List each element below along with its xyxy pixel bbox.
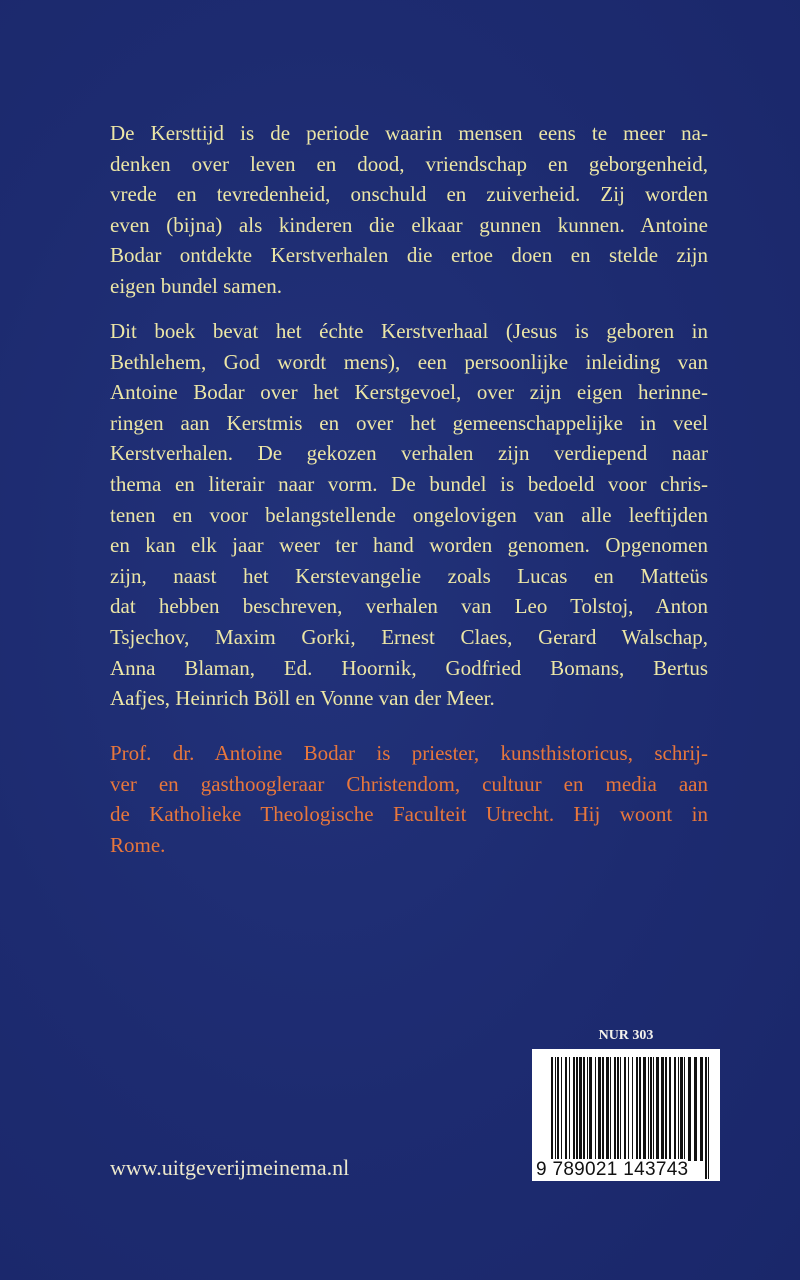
- text-line: en kan elk jaar weer ter hand worden genomen. Opgenomen: [110, 533, 708, 558]
- barcode-bar: [557, 1057, 559, 1161]
- barcode-bar: [617, 1057, 619, 1161]
- barcode-bar: [650, 1057, 652, 1161]
- text-line: Kerstverhalen. De gekozen verhalen zijn verdiepend naar: [110, 441, 708, 466]
- text-line: zijn, naast het Kerstevangelie zoals Lucas en Matteüs: [110, 563, 708, 588]
- barcode-bar: [589, 1057, 592, 1161]
- text-line: Antoine Bodar over het Kerstgevoel, over zijn eigen herinne-: [110, 380, 708, 405]
- barcode-bar: [639, 1057, 641, 1161]
- text-line: tenen en voor belangstellende ongelovigen van alle leeftijden: [110, 502, 708, 527]
- author-bio: [110, 738, 708, 860]
- text-line: Tsjechov, Maxim Gorki, Ernest Claes, Gerard Walschap,: [110, 624, 708, 649]
- text-line: de Katholieke Theologische Faculteit Utrecht. Hij woont in: [110, 802, 708, 827]
- barcode-bar: [579, 1057, 582, 1161]
- barcode-bar: [595, 1057, 596, 1161]
- barcode-bar: [624, 1057, 626, 1161]
- barcode-bar: [680, 1057, 683, 1161]
- barcode-bar: [561, 1057, 562, 1161]
- barcode-bar: [606, 1057, 609, 1161]
- text-line: dat hebben beschreven, verhalen van Leo Tolstoj, Anton: [110, 594, 708, 619]
- text-line: even (bijna) als kinderen die elkaar gunnen kunnen. Antoine: [110, 212, 708, 237]
- barcode-bar: [674, 1057, 676, 1161]
- text-line: De Kersttijd is de periode waarin mensen eens te meer na-: [110, 121, 708, 145]
- barcode-bar: [620, 1057, 621, 1161]
- barcode-bar: [665, 1057, 667, 1161]
- barcode-bar: [569, 1057, 570, 1161]
- publisher-website: www.uitgeverijmeinema.nl: [110, 1155, 350, 1180]
- nur-code: NUR 303: [598, 1028, 654, 1043]
- isbn-barcode: [532, 1049, 720, 1181]
- barcode-bar: [653, 1057, 654, 1161]
- text-line: Dit boek bevat het échte Kerstverhaal (Jesus is geboren in: [110, 319, 708, 343]
- barcode-bar: [610, 1057, 611, 1161]
- blurb-paragraph-2: [110, 316, 708, 714]
- barcode-bar: [705, 1057, 707, 1179]
- barcode-bar: [636, 1057, 638, 1161]
- text-line: thema en literair naar vorm. De bundel is bedoeld voor chris-: [110, 471, 708, 496]
- barcode-bar: [598, 1057, 601, 1161]
- text-line: Rome.: [110, 832, 166, 857]
- text-line: denken over leven en dood, vriendschap en geborgenheid,: [110, 151, 708, 176]
- barcode-bar: [678, 1057, 679, 1161]
- barcode-bar: [694, 1057, 697, 1161]
- text-line: eigen bundel samen.: [110, 273, 283, 298]
- barcode-bar: [576, 1057, 578, 1161]
- text-line: vrede en tevredenheid, onschuld en zuiverheid. Zij worden: [110, 182, 708, 207]
- barcode-bar: [565, 1057, 567, 1161]
- barcode-bar: [708, 1057, 709, 1179]
- barcode-bar: [661, 1057, 664, 1161]
- barcode-bar: [614, 1057, 616, 1161]
- text-line: Bethlehem, God wordt mens), een persoonlijke inleiding van: [110, 349, 708, 374]
- barcode-bar: [573, 1057, 575, 1161]
- text-line: Bodar ontdekte Kerstverhalen die ertoe doen en stelde zijn: [110, 243, 708, 268]
- barcode-bar: [684, 1057, 685, 1161]
- barcode-bar: [643, 1057, 646, 1161]
- barcode-bar: [688, 1057, 691, 1161]
- text-line: Aafjes, Heinrich Böll en Vonne van der Meer.: [110, 686, 495, 711]
- barcode-bar: [700, 1057, 703, 1161]
- text-line: Anna Blaman, Ed. Hoornik, Godfried Bomans, Bertus: [110, 655, 708, 680]
- barcode-bar: [587, 1057, 588, 1161]
- barcode-bar: [583, 1057, 585, 1161]
- barcode-bar: [656, 1057, 659, 1161]
- text-line: ver en gasthoogleraar Christendom, cultuur en media aan: [110, 771, 708, 796]
- text-line: ringen aan Kerstmis en over het gemeenschappelijke in veel: [110, 410, 708, 435]
- isbn-number: 9 789021 143743: [536, 1159, 689, 1180]
- text-line: Prof. dr. Antoine Bodar is priester, kunsthistoricus, schrij-: [110, 741, 708, 765]
- barcode-bar: [602, 1057, 604, 1161]
- barcode-bar: [648, 1057, 649, 1161]
- blurb-paragraph-1: [110, 118, 708, 302]
- barcode-bar: [669, 1057, 671, 1161]
